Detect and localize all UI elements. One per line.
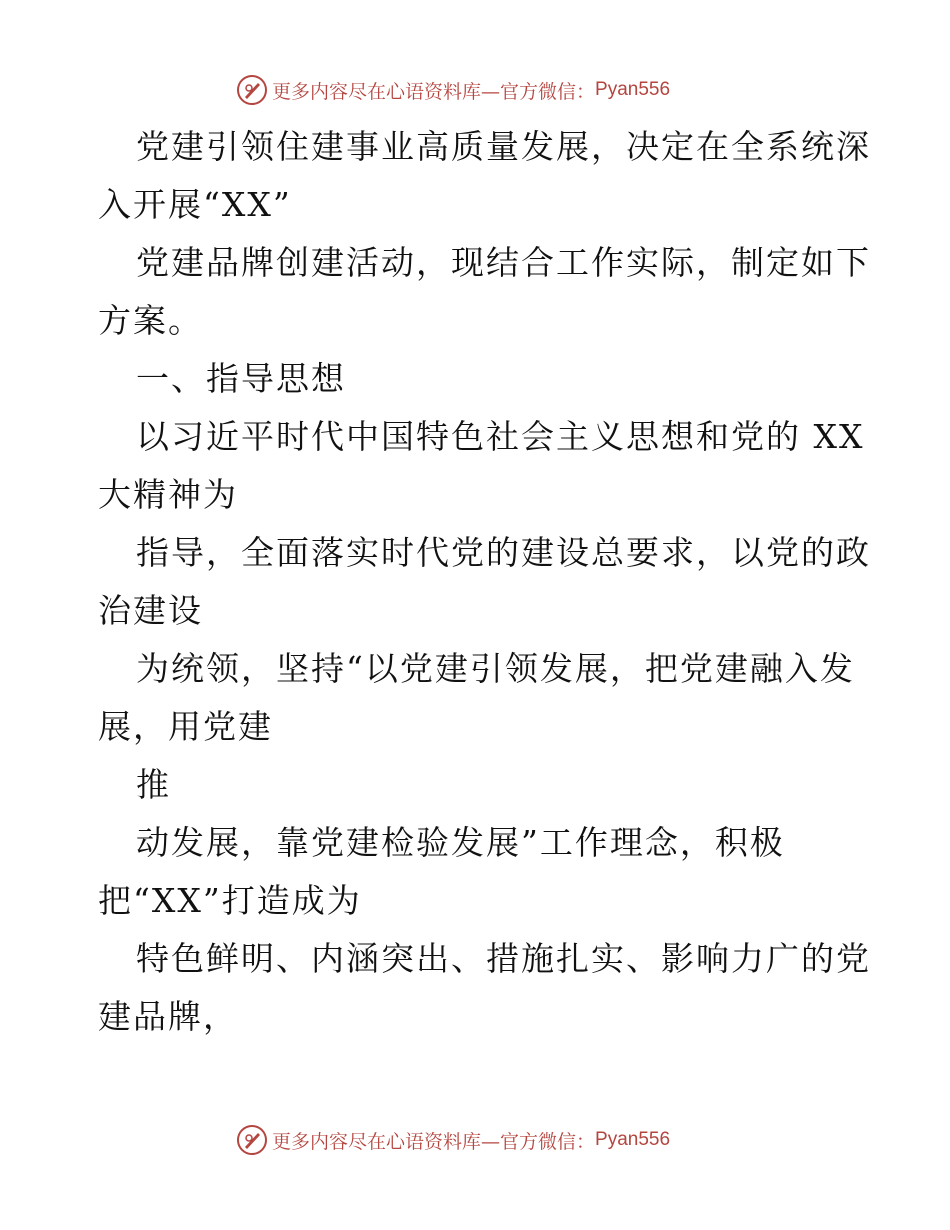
paragraph-line: 特色鲜明、内涵突出、措施扎实、影响力广的党	[136, 939, 871, 978]
paragraph-line: 党建品牌创建活动，现结合工作实际，制定如下	[136, 243, 871, 282]
paragraph-line: 入开展“XX”	[98, 185, 292, 224]
paragraph-line: 大精神为	[98, 475, 238, 514]
paragraph-line: 建品牌，	[98, 997, 238, 1036]
paragraph-line: 治建设	[98, 591, 203, 630]
paragraph-line: 指导，全面落实时代党的建设总要求，以党的政	[136, 533, 871, 572]
paragraph-line: 推	[136, 765, 171, 804]
document-body	[98, 124, 871, 1052]
paragraph-line: 为统领，坚持“以党建引领发展，把党建融入发	[136, 649, 855, 688]
section-heading: 一、指导思想	[136, 359, 346, 398]
paragraph-line: 以习近平时代中国特色社会主义思想和党的 XX	[136, 417, 865, 456]
paragraph-line: 把“XX”打造成为	[98, 881, 362, 920]
watermark-text: 更多内容尽在心语资料库—官方微信：	[272, 1130, 596, 1153]
paragraph-line: 动发展，靠党建检验发展”工作理念，积极	[136, 823, 785, 862]
watermark-footer	[236, 1123, 670, 1157]
watermark-handle: Pyan556	[595, 79, 671, 100]
watermark-header	[236, 73, 670, 107]
paragraph-line: 方案。	[98, 301, 203, 340]
paragraph-line: 党建引领住建事业高质量发展，决定在全系统深	[136, 127, 871, 166]
watermark-handle: Pyan556	[595, 1129, 671, 1150]
quill-logo-icon	[236, 74, 268, 106]
watermark-text: 更多内容尽在心语资料库—官方微信：	[272, 80, 596, 103]
quill-logo-icon	[236, 1124, 268, 1156]
paragraph-line: 展，用党建	[98, 707, 273, 746]
